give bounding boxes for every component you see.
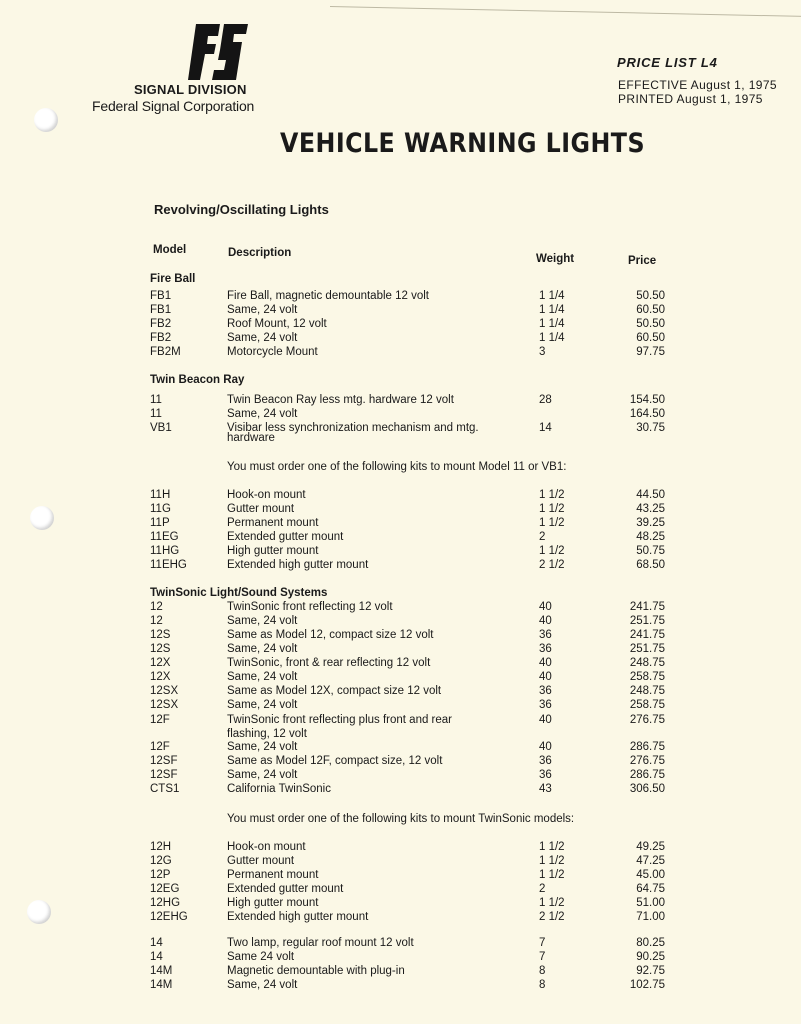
table-row bbox=[0, 531, 801, 545]
price-cell: 90.25 bbox=[636, 951, 665, 963]
price-cell: 286.75 bbox=[629, 769, 665, 781]
table-row bbox=[0, 304, 801, 318]
weight-cell: 7 bbox=[539, 937, 546, 949]
table-row bbox=[0, 671, 801, 685]
description-cell: Same, 24 volt bbox=[227, 332, 298, 344]
model-cell: 12SF bbox=[150, 755, 178, 767]
price-cell: 71.00 bbox=[636, 911, 665, 923]
corporation-name: Federal Signal Corporation bbox=[92, 98, 255, 114]
price-cell: 30.75 bbox=[636, 422, 665, 434]
model-cell: FB2M bbox=[150, 346, 181, 358]
price-cell: 48.25 bbox=[636, 531, 665, 543]
description-cell: Same, 24 volt bbox=[227, 979, 298, 991]
price-cell: 60.50 bbox=[636, 304, 665, 316]
weight-cell: 28 bbox=[539, 394, 552, 406]
price-cell: 286.75 bbox=[629, 741, 665, 753]
dates-block bbox=[618, 78, 777, 106]
description-cell: Hook-on mount bbox=[227, 489, 306, 501]
weight-cell: 36 bbox=[539, 769, 552, 781]
weight-cell: 1 1/2 bbox=[539, 503, 565, 515]
column-header-weight: Weight bbox=[536, 253, 575, 265]
model-cell: 12F bbox=[150, 741, 170, 753]
weight-cell: 2 bbox=[539, 531, 546, 543]
model-cell: 12SX bbox=[150, 699, 179, 711]
table-row bbox=[0, 699, 801, 713]
weight-cell: 1 1/4 bbox=[539, 304, 565, 316]
price-cell: 276.75 bbox=[629, 755, 665, 767]
price-cell: 241.75 bbox=[629, 629, 665, 641]
model-cell: 14 bbox=[150, 951, 163, 963]
price-cell: 49.25 bbox=[636, 841, 665, 853]
table-row bbox=[0, 965, 801, 979]
printed-date: PRINTED August 1, 1975 bbox=[618, 92, 763, 106]
model-cell: 11EG bbox=[150, 531, 179, 543]
weight-cell: 40 bbox=[539, 601, 552, 613]
table-row bbox=[0, 897, 801, 911]
model-cell: 12 bbox=[150, 615, 163, 627]
table-row bbox=[0, 318, 801, 332]
group-heading: Twin Beacon Ray bbox=[150, 374, 245, 386]
price-cell: 97.75 bbox=[636, 346, 665, 358]
group-heading: TwinSonic Light/Sound Systems bbox=[150, 587, 328, 599]
description-cell: High gutter mount bbox=[227, 545, 319, 557]
table-row bbox=[0, 290, 801, 304]
model-cell: FB1 bbox=[150, 290, 172, 302]
weight-cell: 2 bbox=[539, 883, 546, 895]
description-cell: Same, 24 volt bbox=[227, 643, 298, 655]
price-cell: 306.50 bbox=[629, 783, 665, 795]
price-cell: 164.50 bbox=[629, 408, 665, 420]
weight-cell: 1 1/2 bbox=[539, 517, 565, 529]
price-cell: 102.75 bbox=[629, 979, 665, 991]
table-row bbox=[0, 769, 801, 783]
price-cell: 92.75 bbox=[636, 965, 665, 977]
column-header-description: Description bbox=[228, 247, 292, 259]
division-name: SIGNAL DIVISION bbox=[134, 82, 247, 97]
model-cell: 12F bbox=[150, 714, 170, 726]
model-cell: VB1 bbox=[150, 422, 172, 434]
price-cell: 80.25 bbox=[636, 937, 665, 949]
description-cell: Same 24 volt bbox=[227, 951, 295, 963]
description-cell: Same, 24 volt bbox=[227, 741, 298, 753]
model-cell: 14M bbox=[150, 979, 173, 991]
weight-cell: 1 1/2 bbox=[539, 869, 565, 881]
description-cell: Motorcycle Mount bbox=[227, 346, 318, 358]
paper-edge bbox=[330, 6, 801, 17]
model-cell: 12S bbox=[150, 629, 171, 641]
weight-cell: 2 1/2 bbox=[539, 911, 565, 923]
price-cell: 276.75 bbox=[629, 714, 665, 726]
weight-cell: 1 1/2 bbox=[539, 489, 565, 501]
table-row bbox=[0, 883, 801, 897]
column-header-model: Model bbox=[153, 244, 187, 256]
description-cell: TwinSonic, front & rear reflecting 12 volt bbox=[227, 657, 431, 669]
table-row bbox=[0, 755, 801, 769]
model-cell: 12SF bbox=[150, 769, 178, 781]
description-cell: Visibar less synchronization mechanism and mtg. bbox=[227, 422, 479, 434]
description-cell: Roof Mount, 12 volt bbox=[227, 318, 327, 330]
model-cell: 11HG bbox=[150, 545, 180, 557]
description-cell: Gutter mount bbox=[227, 503, 295, 515]
weight-cell: 36 bbox=[539, 755, 552, 767]
price-cell: 154.50 bbox=[629, 394, 665, 406]
weight-cell: 36 bbox=[539, 629, 552, 641]
description-cell: TwinSonic front reflecting 12 volt bbox=[227, 601, 393, 613]
weight-cell: 14 bbox=[539, 422, 552, 434]
model-cell: 14 bbox=[150, 937, 163, 949]
description-cell: Permanent mount bbox=[227, 869, 319, 881]
weight-cell: 7 bbox=[539, 951, 546, 963]
model-cell: 12P bbox=[150, 869, 171, 881]
weight-cell: 40 bbox=[539, 615, 552, 627]
model-cell: 12EHG bbox=[150, 911, 188, 923]
table-row bbox=[0, 979, 801, 993]
column-header-price: Price bbox=[628, 255, 657, 267]
description-cell: Same as Model 12X, compact size 12 volt bbox=[227, 685, 442, 697]
table-row bbox=[0, 559, 801, 573]
table-row bbox=[0, 422, 801, 436]
description-cell: Same, 24 volt bbox=[227, 699, 298, 711]
table-row bbox=[0, 869, 801, 883]
description-cell: Same, 24 volt bbox=[227, 304, 298, 316]
weight-cell: 2 1/2 bbox=[539, 559, 565, 571]
weight-cell: 43 bbox=[539, 783, 552, 795]
weight-cell: 1 1/2 bbox=[539, 855, 565, 867]
description-cell: Same, 24 volt bbox=[227, 408, 298, 420]
weight-cell: 36 bbox=[539, 699, 552, 711]
price-cell: 39.25 bbox=[636, 517, 665, 529]
group-heading: Fire Ball bbox=[150, 273, 196, 285]
table-row bbox=[0, 615, 801, 629]
price-cell: 258.75 bbox=[629, 671, 665, 683]
price-cell: 64.75 bbox=[636, 883, 665, 895]
price-cell: 251.75 bbox=[629, 615, 665, 627]
weight-cell: 40 bbox=[539, 657, 552, 669]
description-cell: Extended high gutter mount bbox=[227, 559, 369, 571]
model-cell: 11 bbox=[150, 408, 162, 420]
description-cell: Extended gutter mount bbox=[227, 883, 344, 895]
fs-logo-icon bbox=[188, 20, 250, 82]
description-cell: Extended gutter mount bbox=[227, 531, 344, 543]
description-cell: Same, 24 volt bbox=[227, 769, 298, 781]
table-row bbox=[0, 489, 801, 503]
price-cell: 50.50 bbox=[636, 318, 665, 330]
page-title: VEHICLE WARNING LIGHTS bbox=[280, 128, 646, 159]
description-cell: Gutter mount bbox=[227, 855, 295, 867]
model-cell: 11EHG bbox=[150, 559, 187, 571]
weight-cell: 8 bbox=[539, 965, 546, 977]
description-cell: Two lamp, regular roof mount 12 volt bbox=[227, 937, 414, 949]
model-cell: FB1 bbox=[150, 304, 172, 316]
model-cell: 12G bbox=[150, 855, 172, 867]
description-continuation: hardware bbox=[227, 432, 275, 444]
weight-cell: 40 bbox=[539, 741, 552, 753]
description-cell: Hook-on mount bbox=[227, 841, 306, 853]
model-cell: 11 bbox=[150, 394, 162, 406]
weight-cell: 36 bbox=[539, 643, 552, 655]
kit-note: You must order one of the following kits to mount TwinSonic models: bbox=[227, 813, 575, 825]
table-row bbox=[0, 783, 801, 797]
kit-note: You must order one of the following kits to mount Model 11 or VB1: bbox=[227, 461, 567, 473]
description-cell: California TwinSonic bbox=[227, 783, 331, 795]
table-row bbox=[0, 714, 801, 728]
model-cell: CTS1 bbox=[150, 783, 180, 795]
model-cell: 14M bbox=[150, 965, 173, 977]
description-cell: TwinSonic front reflecting plus front and rear bbox=[227, 714, 453, 726]
price-cell: 44.50 bbox=[636, 489, 665, 501]
weight-cell: 3 bbox=[539, 346, 546, 358]
description-cell: Same, 24 volt bbox=[227, 615, 298, 627]
table-row bbox=[0, 346, 801, 360]
price-cell: 258.75 bbox=[629, 699, 665, 711]
description-cell: Magnetic demountable with plug-in bbox=[227, 965, 405, 977]
price-cell: 68.50 bbox=[636, 559, 665, 571]
price-cell: 248.75 bbox=[629, 685, 665, 697]
price-list-label: PRICE LIST L4 bbox=[617, 55, 718, 70]
table-row bbox=[0, 685, 801, 699]
table-row bbox=[0, 503, 801, 517]
model-cell: FB2 bbox=[150, 332, 172, 344]
weight-cell: 1 1/2 bbox=[539, 545, 565, 557]
price-cell: 50.75 bbox=[636, 545, 665, 557]
weight-cell: 1 1/4 bbox=[539, 318, 565, 330]
table-row bbox=[0, 601, 801, 615]
price-cell: 241.75 bbox=[629, 601, 665, 613]
table-row bbox=[0, 643, 801, 657]
model-cell: 12H bbox=[150, 841, 172, 853]
table-row bbox=[0, 911, 801, 925]
table-row bbox=[0, 855, 801, 869]
table-row bbox=[0, 332, 801, 346]
table-row bbox=[0, 951, 801, 965]
table-row bbox=[0, 657, 801, 671]
binder-hole bbox=[34, 108, 58, 132]
model-cell: 12S bbox=[150, 643, 171, 655]
weight-cell: 40 bbox=[539, 671, 552, 683]
price-cell: 43.25 bbox=[636, 503, 665, 515]
weight-cell: 1 1/4 bbox=[539, 290, 565, 302]
weight-cell: 1 1/4 bbox=[539, 332, 565, 344]
weight-cell: 1 1/2 bbox=[539, 841, 565, 853]
weight-cell: 8 bbox=[539, 979, 546, 991]
description-cell: Same as Model 12, compact size 12 volt bbox=[227, 629, 434, 641]
price-cell: 60.50 bbox=[636, 332, 665, 344]
description-cell: Same, 24 volt bbox=[227, 671, 298, 683]
price-cell: 45.00 bbox=[636, 869, 665, 881]
model-cell: 11G bbox=[150, 503, 171, 515]
weight-cell: 40 bbox=[539, 714, 552, 726]
table-row bbox=[0, 394, 801, 408]
description-cell: Fire Ball, magnetic demountable 12 volt bbox=[227, 290, 429, 302]
weight-cell: 1 1/2 bbox=[539, 897, 565, 909]
price-cell: 51.00 bbox=[636, 897, 665, 909]
model-cell: 11H bbox=[150, 489, 171, 501]
model-cell: 12HG bbox=[150, 897, 181, 909]
price-cell: 248.75 bbox=[629, 657, 665, 669]
model-cell: FB2 bbox=[150, 318, 172, 330]
effective-date: EFFECTIVE August 1, 1975 bbox=[618, 78, 778, 92]
price-cell: 50.50 bbox=[636, 290, 665, 302]
model-cell: 12 bbox=[150, 601, 163, 613]
price-cell: 47.25 bbox=[636, 855, 665, 867]
table-row bbox=[0, 741, 801, 755]
description-cell: Same as Model 12F, compact size, 12 volt bbox=[227, 755, 443, 767]
model-cell: 12X bbox=[150, 657, 171, 669]
table-row bbox=[0, 841, 801, 855]
description-cell: High gutter mount bbox=[227, 897, 319, 909]
weight-cell: 36 bbox=[539, 685, 552, 697]
table-row bbox=[0, 545, 801, 559]
table-row bbox=[0, 517, 801, 531]
description-cell: Extended high gutter mount bbox=[227, 911, 369, 923]
table-row bbox=[0, 937, 801, 951]
price-cell: 251.75 bbox=[629, 643, 665, 655]
description-cell: Twin Beacon Ray less mtg. hardware 12 volt bbox=[227, 394, 454, 406]
description-cell: Permanent mount bbox=[227, 517, 319, 529]
description-continuation: flashing, 12 volt bbox=[227, 728, 307, 740]
table-row bbox=[0, 408, 801, 422]
table-row bbox=[0, 629, 801, 643]
section-title: Revolving/Oscillating Lights bbox=[154, 202, 329, 217]
model-cell: 12SX bbox=[150, 685, 179, 697]
model-cell: 12X bbox=[150, 671, 171, 683]
model-cell: 12EG bbox=[150, 883, 180, 895]
model-cell: 11P bbox=[150, 517, 170, 529]
